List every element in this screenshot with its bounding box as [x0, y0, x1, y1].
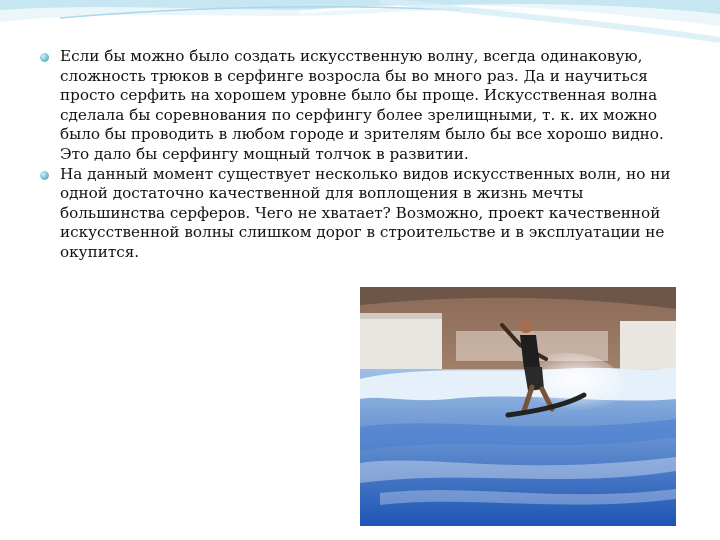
bullet-dot-icon [40, 171, 49, 180]
bullet-text: Если бы можно было создать искусственную волну, всегда одинаковую, сложность трюков в серфинге возросла бы во много раз. Да и научиться просто серфить на хорошем уровне было бы проще. Искусственная волна сделала бы соревнования по серфингу более зрелищными, т. к. их можно было бы проводить в любом городе и зрителям было бы все хорошо видно. Это дало бы серфингу мощный толчок в развитии. [60, 47, 664, 163]
decorative-wave-header [0, 0, 720, 45]
bullet-dot-icon [40, 53, 49, 62]
bullet-list [32, 47, 682, 263]
surfing-photo [360, 287, 676, 526]
bullet-text: На данный момент существует несколько видов искусственных волн, но ни одной достаточно качественной для воплощения в жизнь мечты большинства серферов. Чего не хватает? Возможно, проект качественной искусственной волны слишком дорог в строительстве и в эксплуатации не окупится. [60, 164, 671, 261]
slide-content [32, 47, 682, 263]
bullet-item [32, 165, 682, 263]
bullet-item [32, 47, 682, 165]
